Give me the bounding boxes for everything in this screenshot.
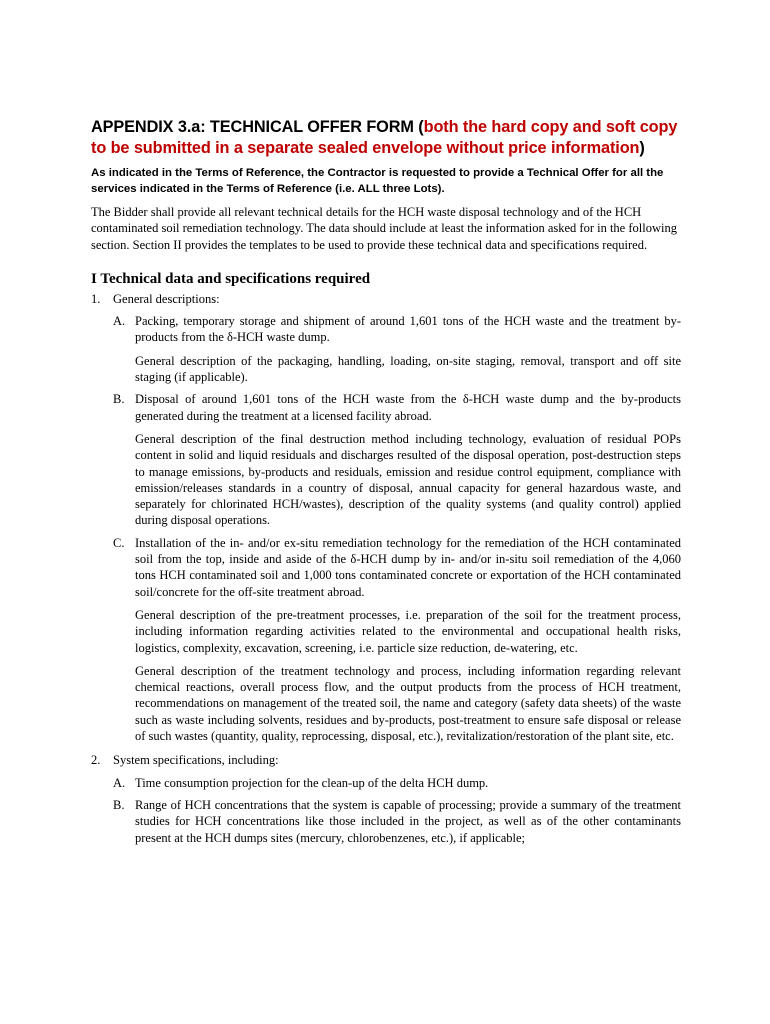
subitem-description: General description of the packaging, handling, loading, on-site staging, removal, transport and off site staging (if applicable). [135,353,681,385]
subitem-1c [91,535,681,745]
subitem-text: Installation of the in- and/or ex-situ remediation technology for the remediation of the HCH contaminated soil from the top, inside and aside of the δ-HCH dump by in- and/or in-situ soil remediation of the 4,060 tons HCH contaminated soil and 1,000 tons contaminated concrete or exportation of the HCH contaminated soil/concrete for the off-site treatment abroad. [135,535,681,599]
item-marker: 1. [91,291,101,306]
numbered-item-1 [91,291,681,307]
subitem-1a [91,313,681,385]
subitem-marker: B. [113,797,125,812]
subitem-marker: A. [113,775,126,790]
intro-paragraph: The Bidder shall provide all relevant technical details for the HCH waste disposal technology and of the HCH contaminated soil remediation technology. The data should include at least the information asked for in the following section. Section II provides the templates to be used to provide these technical data and specifications required. [91,205,677,252]
subitem-description: General description of the pre-treatment processes, i.e. preparation of the soil for the treatment process, including information regarding activities related to the environmental and occupational health risks, logistics, complexity, excavation, screening, i.e. particle size reduction, de-watering, etc. [135,607,681,655]
item-label: General descriptions: [113,291,220,306]
page-title [91,117,681,159]
document-content [91,117,681,846]
intro-bold-statement: As indicated in the Terms of Reference, the Contractor is requested to provide a Technical Offer for all the services indicated in the Terms of Reference (i.e. ALL three Lots). [91,167,664,195]
subitem-text: Disposal of around 1,601 tons of the HCH waste from the δ-HCH waste dump and the by-products generated during the treatment at a licensed facility abroad. [135,392,681,423]
numbered-item-2 [91,752,681,768]
subitem-description: General description of the treatment technology and process, including information regarding relevant chemical reactions, overall process flow, and the output products from the process of HCH treatment, recommendations on management of the treated soil, the name and category (safety data sheets) of the waste such as waste including solvents, residues and by-products, post-treatment to ensure safe disposal or release of such wastes (quantity, quality, reprocessing, disposal, etc.), revitalization/restoration of the plant site, etc. [135,663,681,744]
subitem-1b [91,391,681,528]
subitem-2a [91,775,681,791]
subitem-text: Time consumption projection for the clean-up of the delta HCH dump. [135,775,489,790]
subitem-marker: A. [113,314,126,329]
subitem-description: General description of the final destruction method including technology, evaluation of residual POPs content in solid and liquid residuals and discharges resulted of the disposal operation, post-destruction steps to manage emissions, by-products and residuals, emission and residue control equipment, compliance with emission/releases standards in a country of disposal, annual capacity for general hazardous waste, and separately for chlorinated HCH/wastes), description of the quality systems (and quality control) applied during disposal operations. [135,431,681,528]
subitem-2b [91,797,681,846]
item-label: System specifications, including: [113,753,279,768]
subitem-text: Packing, temporary storage and shipment of around 1,601 tons of the HCH waste and the treatment by-products from the δ-HCH waste dump. [135,314,681,345]
subitem-marker: C. [113,535,125,550]
title-red-note: both the hard copy and soft copy to be submitted in a separate sealed envelope without price information [91,118,678,157]
title-suffix: ) [639,139,645,157]
section-heading: I Technical data and specifications required [91,270,371,287]
item-marker: 2. [91,753,101,768]
subitem-marker: B. [113,392,125,407]
title-prefix: APPENDIX 3.a: TECHNICAL OFFER FORM ( [91,118,424,136]
subitem-text: Range of HCH concentrations that the system is capable of processing; provide a summary of the treatment studies for HCH concentrations like those included in the project, as well as of the other contaminants present at the HCH dumps sites (mercury, chlorobenzenes, etc.), if applicable; [135,797,681,845]
